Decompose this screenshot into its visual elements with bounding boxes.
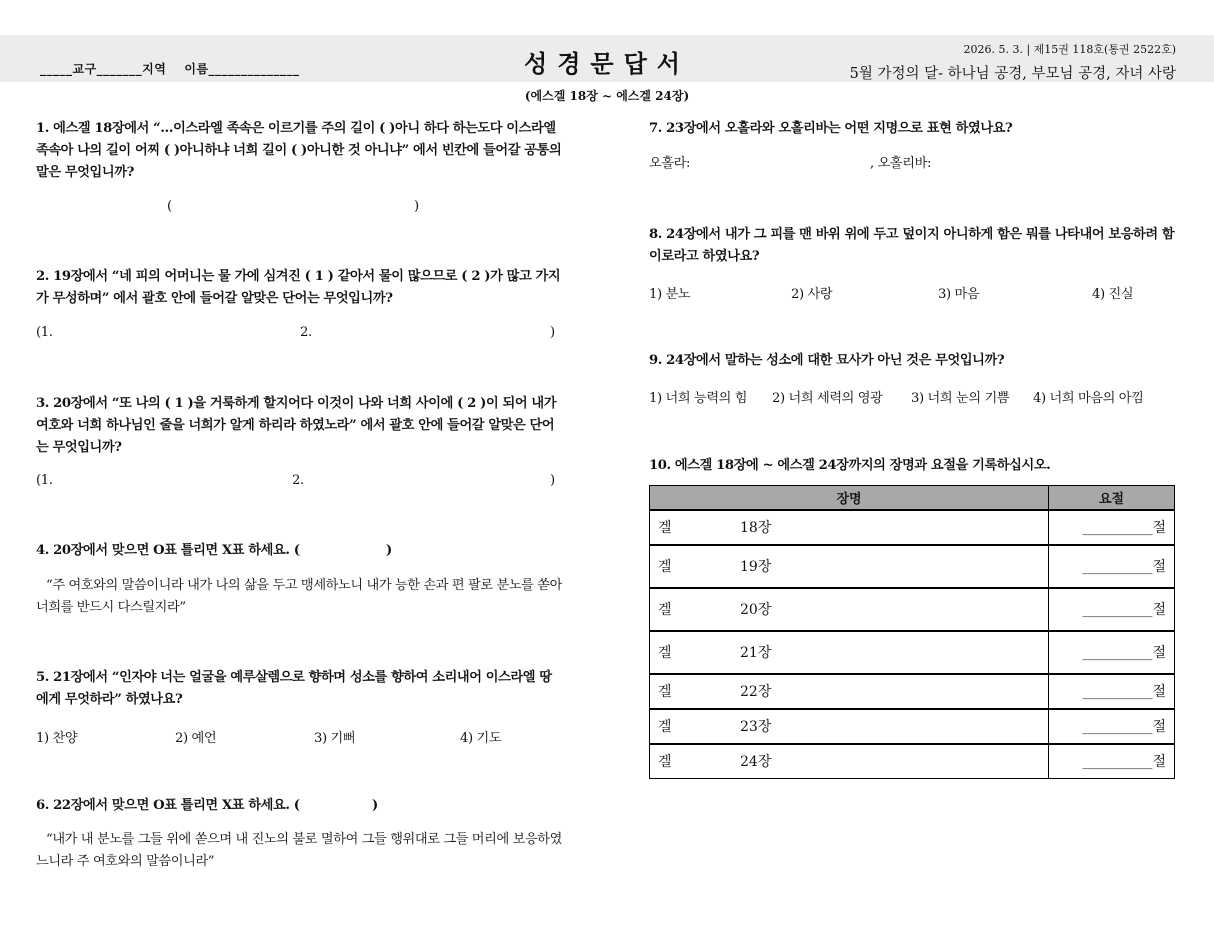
row-book: 겔 bbox=[658, 602, 672, 618]
table-row bbox=[650, 545, 1175, 588]
col-header-chapter: 장명 bbox=[650, 486, 1049, 510]
row-book: 겔 bbox=[658, 559, 672, 575]
table-row bbox=[650, 674, 1175, 709]
row-chapter: 23장 bbox=[740, 719, 772, 735]
q9-option-1[interactable]: 1) 너희 능력의 힘 bbox=[649, 391, 748, 406]
question-7: 7. 23장에서 오홀라와 오홀리바는 어떤 지명으로 표현 하였나요? bbox=[649, 121, 1013, 136]
row-verse-blank[interactable]: __________절 bbox=[1049, 744, 1175, 779]
q8-option-2[interactable]: 2) 사랑 bbox=[791, 287, 833, 302]
q1-blank-close: ) bbox=[414, 199, 419, 214]
q9-option-2[interactable]: 2) 너희 세력의 영광 bbox=[772, 391, 883, 406]
chapter-verse-table bbox=[649, 485, 1175, 779]
table-row bbox=[650, 588, 1175, 631]
q9-option-4[interactable]: 4) 너희 마음의 아낌 bbox=[1033, 391, 1144, 406]
q2-answer-1: (1. bbox=[36, 325, 53, 340]
q7-answer-oholah: 오홀라: bbox=[649, 156, 691, 171]
page-title: 성경문답서 bbox=[524, 49, 690, 78]
row-chapter: 18장 bbox=[740, 520, 772, 536]
q5-option-2[interactable]: 2) 예언 bbox=[175, 731, 217, 746]
row-book: 겔 bbox=[658, 754, 672, 771]
church-region-line[interactable]: _____교구_______지역 bbox=[40, 62, 167, 76]
month-theme: 5월 가정의 달- 하나님 공경, 부모님 공경, 자녀 사랑 bbox=[849, 66, 1176, 82]
question-1: 1. 에스겔 18장에서 “…이스라엘 족속은 이르기를 주의 길이 ( )아니 하다 하는도다 이스라엘 족속아 나의 길이 어찌 ( )아니하냐 너희 길이 ( )아니한 것 아니냐” 에서 빈칸에 들어갈 공통의 말은 무엇입니까? bbox=[36, 121, 562, 180]
row-chapter: 19장 bbox=[740, 559, 772, 575]
q6-close: ) bbox=[372, 798, 378, 813]
issue-info: 2026. 5. 3. | 제15권 118호(통권 2522호) bbox=[963, 43, 1176, 56]
question-9: 9. 24장에서 말하는 성소에 대한 묘사가 아닌 것은 무엇입니까? bbox=[649, 353, 1005, 368]
question-5: 5. 21장에서 “인자야 너는 얼굴을 예루살렘으로 향하며 성소를 향하여 소리내어 이스라엘 땅에게 무엇하라” 하였나요? bbox=[36, 670, 552, 707]
row-verse-blank[interactable]: __________절 bbox=[1049, 631, 1175, 674]
question-6: 6. 22장에서 맞으면 O표 틀리면 X표 하세요. ( bbox=[36, 798, 300, 813]
q9-option-3[interactable]: 3) 너희 눈의 기쁨 bbox=[911, 391, 1010, 406]
q1-blank-open: ( bbox=[167, 199, 172, 214]
q8-option-3[interactable]: 3) 마음 bbox=[938, 287, 980, 302]
row-chapter: 22장 bbox=[740, 684, 772, 700]
q5-option-4[interactable]: 4) 기도 bbox=[460, 731, 502, 746]
table-row bbox=[650, 631, 1175, 674]
question-3: 3. 20장에서 “또 나의 ( 1 )을 거룩하게 할지어다 이것이 나와 너희 사이에 ( 2 )이 되어 내가 여호와 너희 하나님인 줄을 너희가 알게 하리라 하였노라” 에서 괄호 안에 들어갈 알맞은 단어는 무엇입니까? bbox=[36, 396, 557, 455]
q3-answer-1: (1. bbox=[36, 473, 53, 488]
row-chapter: 20장 bbox=[740, 602, 772, 618]
row-chapter: 24장 bbox=[740, 754, 772, 771]
row-book: 겔 bbox=[658, 645, 672, 661]
name-line[interactable]: 이름______________ bbox=[184, 62, 300, 76]
scripture-range: (에스겔 18장 ~ 에스겔 24장) bbox=[524, 89, 690, 103]
q2-close: ) bbox=[550, 325, 555, 340]
question-8: 8. 24장에서 내가 그 피를 맨 바위 위에 두고 덮이지 아니하게 함은 뭐를 나타내어 보응하려 함이로라고 하였나요? bbox=[649, 227, 1175, 264]
q6-quote: “내가 내 분노를 그들 위에 쏟으며 내 진노의 불로 멸하여 그들 행위대로 그들 머리에 보응하였느니라 주 여호와의 말씀이니라” bbox=[36, 832, 562, 869]
q3-close: ) bbox=[550, 473, 555, 488]
q7-answer-oholibah: , 오홀리바: bbox=[870, 156, 931, 171]
table-row bbox=[650, 510, 1175, 545]
q4-close: ) bbox=[386, 543, 392, 558]
col-header-verse: 요절 bbox=[1049, 486, 1175, 510]
q5-option-1[interactable]: 1) 찬양 bbox=[36, 731, 78, 746]
row-chapter: 21장 bbox=[740, 645, 772, 661]
row-verse-blank[interactable]: __________절 bbox=[1049, 709, 1175, 744]
row-verse-blank[interactable]: __________절 bbox=[1049, 545, 1175, 588]
row-verse-blank[interactable]: __________절 bbox=[1049, 588, 1175, 631]
row-verse-blank[interactable]: __________절 bbox=[1049, 674, 1175, 709]
row-book: 겔 bbox=[658, 684, 672, 700]
question-10: 10. 에스겔 18장에 ~ 에스겔 24장까지의 장명과 요절을 기록하십시오. bbox=[649, 458, 1051, 473]
table-row bbox=[650, 709, 1175, 744]
q5-option-3[interactable]: 3) 기뻐 bbox=[314, 731, 356, 746]
row-verse-blank[interactable]: __________절 bbox=[1049, 510, 1175, 545]
q3-answer-2: 2. bbox=[292, 473, 304, 488]
question-2: 2. 19장에서 “네 피의 어머니는 물 가에 심겨진 ( 1 ) 같아서 물이 많으므로 ( 2 )가 많고 가지가 무성하며” 에서 괄호 안에 들어갈 알맞은 단어는 무엇입니까? bbox=[36, 269, 561, 306]
row-book: 겔 bbox=[658, 520, 672, 536]
q8-option-1[interactable]: 1) 분노 bbox=[649, 287, 691, 302]
q4-quote: “주 여호와의 말씀이니라 내가 나의 삶을 두고 맹세하노니 내가 능한 손과 편 팔로 분노를 쏟아 너희를 반드시 다스릴지라” bbox=[36, 578, 562, 615]
question-4: 4. 20장에서 맞으면 O표 틀리면 X표 하세요. ( bbox=[36, 543, 300, 558]
q2-answer-2: 2. bbox=[300, 325, 312, 340]
row-book: 겔 bbox=[658, 719, 672, 735]
table-row bbox=[650, 744, 1175, 779]
q8-option-4[interactable]: 4) 진실 bbox=[1092, 287, 1134, 302]
